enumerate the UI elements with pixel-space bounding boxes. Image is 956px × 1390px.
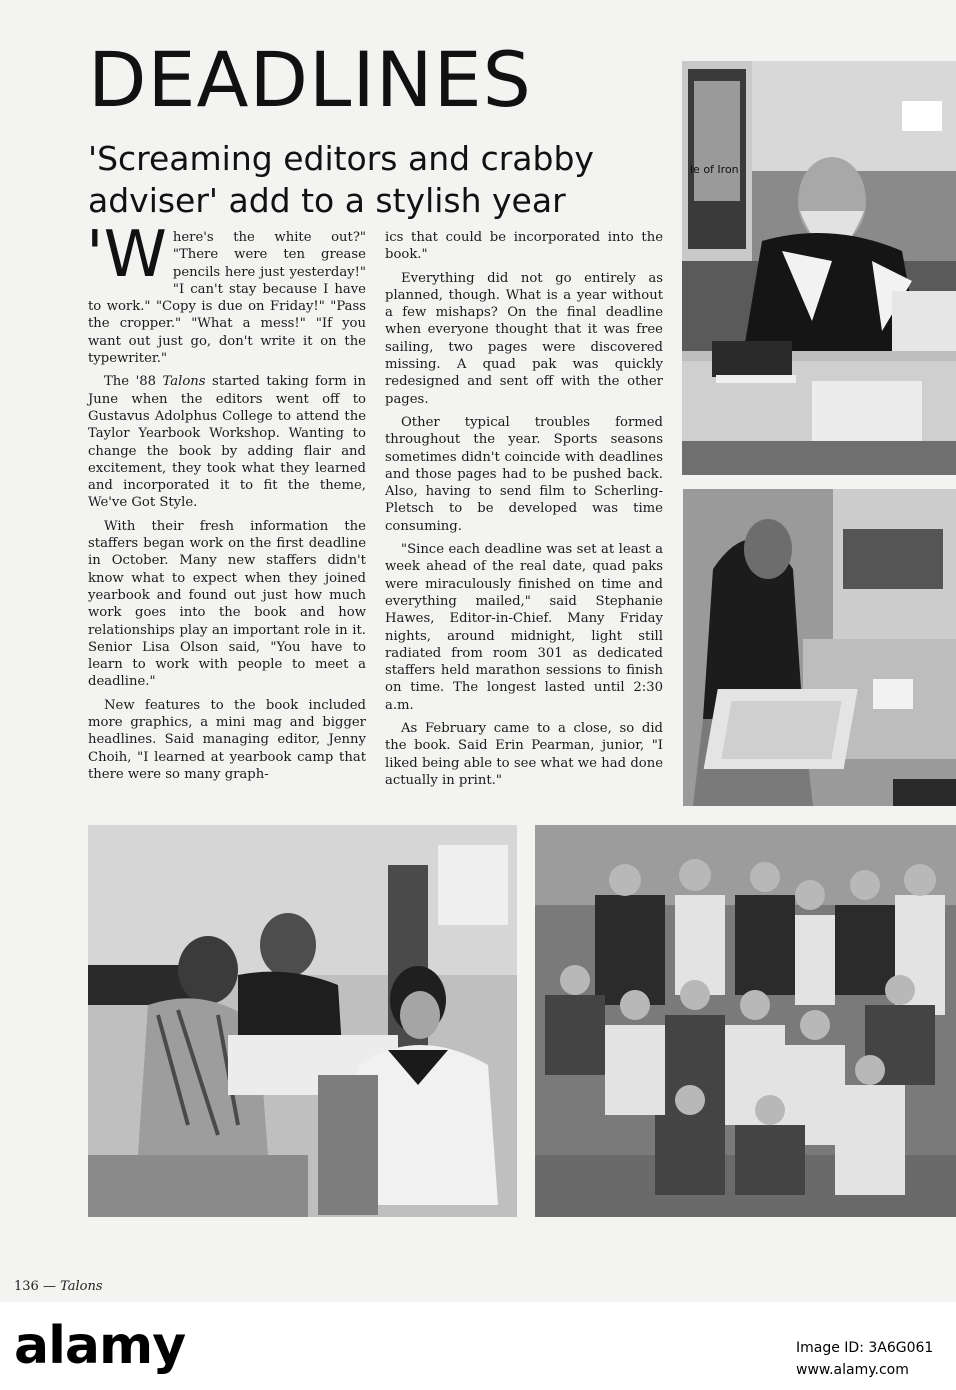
image-id-label: Image ID: 3A6G061 [796,1340,934,1356]
article-column-2 [385,229,663,795]
stock-logo: alamy [14,1316,186,1376]
paragraph: Other typical troubles formed throughout the year. Sports seasons sometimes didn't coincide with deadlines and those pages had to be pushed back. Also, having to send film to Scherling-Pletsch to be developed was time consuming. [385,414,663,534]
light-table-photo [683,489,956,806]
page-number: 136 — [14,1279,61,1294]
paragraph: Everything did not go entirely as planned, though. What is a year without a few mishaps? On the final deadline when everyone thought that it was free sailing, two pages were discovered missing. A quad pak was quickly redesigned and sent off with the other pages. [385,270,663,407]
article-column-1 [86,218,366,789]
subheadline: 'Screaming editors and crabby adviser' add to a stylish year [88,139,594,220]
paragraph: With their fresh information the staffers began work on the first deadline in October. Many new staffers didn't know what to expect when they joined yearbook and found out just how much work goes into the book and how relationships play an important role in it. Senior Lisa Olson said, "You have to learn to work with people to meet a deadline." [88,518,366,690]
publication-name: Talons [162,374,206,390]
headline: DEADLINES [88,35,532,124]
staffers-table-photo [88,825,517,1217]
page-folio [14,1279,103,1294]
group-photo [535,825,956,1217]
lead-paragraph [86,218,366,367]
adviser-photo [682,61,956,475]
publication-title: Talons [60,1279,103,1294]
lead-text: here's the white out?" "There were ten grease pencils here just yesterday!" "I can't stay because I have to work." "Copy is due on Friday!" "Pass the cropper." "What a mess!" "If you want out just go, don't write it on the typewriter." [88,230,366,367]
paragraph: ics that could be incorporated into the book." [385,230,663,263]
paragraph: As February came to a close, so did the book. Said Erin Pearman, junior, "I liked being able to see what we had done actually in print." [385,721,663,788]
paragraph: New features to the book included more graphics, a mini mag and bigger headlines. Said managing editor, Jenny Choih, "I learned at yearbook camp that there were so many graph- [88,697,366,782]
paragraph: "Since each deadline was set at least a week ahead of the real date, quad paks were miraculously finished on time and everything mailed," said Stephanie Hawes, Editor-in-Chief. Many Friday nights, around midnight, light still radiated from room 301 as dedicated staffers held marathon sessions to finish on time. The longest lasted until 2:30 a.m. [385,542,663,713]
drop-cap: 'W [86,218,167,292]
stock-site-url: www.alamy.com [796,1362,909,1378]
paragraph: The '88 Talons started taking form in June when the editors went off to Gustavus Adolphus College to attend the Taylor Yearbook Workshop. Wanting to change the book by adding flair and excitement, they took what they learned and incorporated it to fit the theme, We've Got Style. [88,374,366,511]
poster-text: le of Iron [690,163,739,176]
